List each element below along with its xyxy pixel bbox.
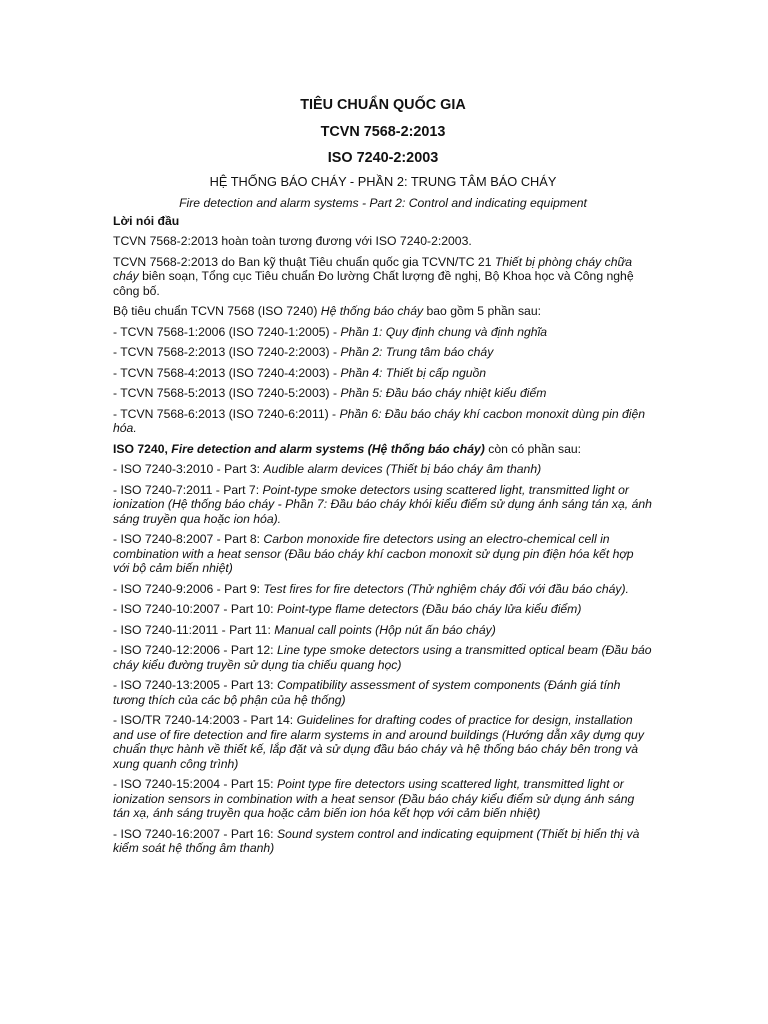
- iso-parts-list: [113, 462, 653, 856]
- iso-part-item: [113, 483, 653, 527]
- part-title: Line type smoke detectors using a transmitted optical beam (Đầu báo cháy kiểu đường truyền sử dụng tia chiếu quang học): [113, 643, 652, 672]
- foreword-heading: Lời nói đầu: [113, 213, 180, 228]
- part-title: Phần 4: Thiết bị cấp nguồn: [340, 365, 487, 380]
- part-title: Phần 5: Đầu báo cháy nhiệt kiểu điểm: [340, 386, 547, 400]
- text-run: bao gồm 5 phần sau:: [423, 304, 541, 318]
- part-code: - ISO 7240-15:2004 - Part 15:: [113, 777, 277, 791]
- part-title: Point type fire detectors using scattered light, transmitted light or ionization sensors in combination with a heat sensor (Đầu báo cháy kiểu điểm sử dụng ánh sáng tán xạ, ánh sáng truyền qua hoặc cảm biến ion hóa kết hợp với cảm biến nhiệt): [113, 777, 635, 820]
- part-title: Phần 1: Quy định chung và định nghĩa: [340, 324, 548, 339]
- part-code: - ISO 7240-16:2007 - Part 16:: [113, 826, 277, 841]
- text-run: biên soạn, Tổng cục Tiêu chuẩn Đo lường Chất lượng đề nghị, Bộ Khoa học và Công nghệ công bố.: [113, 269, 634, 298]
- part-title: Point-type smoke detectors using scattered light, transmitted light or ionization (Hệ thống báo cháy - Phần 7: Đầu báo cháy khói kiểu điểm sử dụng ánh sáng tán xạ, ánh sáng truyền qua hoặc ion hóa).: [113, 482, 652, 526]
- committee-name: Thiết bị phòng cháy chữa cháy: [113, 254, 633, 283]
- part-title: Compatibility assessment of system components (Đánh giá tính tương thích của các bộ phận của hệ thống): [113, 678, 621, 707]
- tcvn-part-item: [113, 366, 653, 381]
- iso-part-item: [113, 777, 653, 821]
- tcvn-part-item: [113, 325, 653, 340]
- part-code: - ISO 7240-9:2006 - Part 9:: [113, 581, 264, 596]
- part-code: - ISO 7240-11:2011 - Part 11:: [113, 622, 275, 637]
- document-page: [113, 96, 653, 862]
- part-title: Test fires for fire detectors (Thử nghiệm cháy đối với đầu báo cháy).: [263, 581, 629, 596]
- part-title: Point-type flame detectors (Đầu báo cháy lửa kiểu điểm): [276, 602, 582, 616]
- foreword-paragraph-3: [113, 304, 653, 319]
- text-run: Bộ tiêu chuẩn TCVN 7568 (ISO 7240): [113, 304, 321, 318]
- iso-intro-paragraph: [113, 442, 653, 457]
- text-run: TCVN 7568-2:2013 do Ban kỹ thuật Tiêu chuẩn quốc gia TCVN/TC 21: [113, 254, 495, 269]
- part-code: - ISO 7240-8:2007 - Part 8:: [113, 532, 264, 546]
- part-code: - ISO 7240-12:2006 - Part 12:: [113, 643, 277, 657]
- standard-heading: TIÊU CHUẨN QUỐC GIA: [300, 97, 466, 113]
- part-code: - TCVN 7568-5:2013 (ISO 7240-5:2003) -: [113, 386, 341, 400]
- part-code: - ISO 7240-13:2005 - Part 13:: [113, 678, 277, 692]
- part-title: Carbon monoxide fire detectors using an electro-chemical cell in combination with a heat sensor (Đầu báo cháy khí cacbon monoxit sử dụng pin điện hóa kết hợp với bộ cảm biến nhiệt): [113, 532, 634, 575]
- tcvn-part-item: [113, 345, 653, 360]
- text-run: ISO 7240,: [113, 441, 172, 456]
- iso-part-item: [113, 643, 653, 672]
- tcvn-part-item: [113, 407, 653, 436]
- iso-part-item: [113, 713, 653, 771]
- series-title: Hệ thống báo cháy: [320, 304, 424, 318]
- part-title: Phần 6: Đầu báo cháy khí cacbon monoxit dùng pin điện hóa.: [113, 406, 646, 435]
- part-title: Guidelines for drafting codes of practice for design, installation and use of fire detection and fire alarm systems in and around buildings (Hướng dẫn xây dựng quy chuẩn thực hành về thiết kế, lắp đặt và sử dụng đầu báo cháy và hệ thống báo cháy bên trong và xung quanh công trình): [113, 713, 644, 771]
- part-title: Phần 2: Trung tâm báo cháy: [340, 345, 494, 359]
- iso-part-item: [113, 582, 653, 597]
- foreword-paragraph-2: [113, 255, 653, 299]
- iso-part-item: [113, 623, 653, 638]
- iso-number: ISO 7240-2:2003: [327, 150, 439, 166]
- title-vietnamese: HỆ THỐNG BÁO CHÁY - PHẦN 2: TRUNG TÂM BÁO CHÁY: [209, 174, 557, 189]
- series-title: Fire detection and alarm systems (Hệ thống báo cháy): [171, 441, 485, 456]
- part-title: Sound system control and indicating equipment (Thiết bị hiển thị và kiểm soát hệ thống âm thanh): [113, 826, 640, 855]
- iso-part-item: [113, 827, 653, 856]
- iso-part-item: [113, 462, 653, 477]
- part-code: - ISO 7240-10:2007 - Part 10:: [113, 602, 277, 616]
- iso-part-item: [113, 678, 653, 707]
- part-code: - ISO 7240-7:2011 - Part 7:: [113, 482, 263, 497]
- title-english: Fire detection and alarm systems - Part 2: Control and indicating equipment: [179, 196, 587, 210]
- part-code: - TCVN 7568-4:2013 (ISO 7240-4:2003) -: [113, 365, 341, 380]
- tcvn-parts-list: [113, 325, 653, 436]
- tcvn-number: TCVN 7568-2:2013: [320, 124, 446, 140]
- iso-part-item: [113, 602, 653, 617]
- part-title: Audible alarm devices (Thiết bị báo cháy âm thanh): [263, 462, 542, 476]
- tcvn-part-item: [113, 386, 653, 401]
- part-code: - TCVN 7568-6:2013 (ISO 7240-6:2011) -: [113, 406, 340, 421]
- text-run: còn có phần sau:: [484, 441, 582, 456]
- foreword-paragraph-1: TCVN 7568-2:2013 hoàn toàn tương đương với ISO 7240-2:2003.: [113, 234, 472, 248]
- part-code: - ISO 7240-3:2010 - Part 3:: [113, 462, 264, 476]
- part-title: Manual call points (Hộp nút ấn báo cháy): [274, 622, 496, 637]
- part-code: - ISO/TR 7240-14:2003 - Part 14:: [113, 713, 297, 727]
- part-code: - TCVN 7568-2:2013 (ISO 7240-2:2003) -: [113, 345, 341, 359]
- iso-part-item: [113, 532, 653, 576]
- part-code: - TCVN 7568-1:2006 (ISO 7240-1:2005) -: [113, 324, 341, 339]
